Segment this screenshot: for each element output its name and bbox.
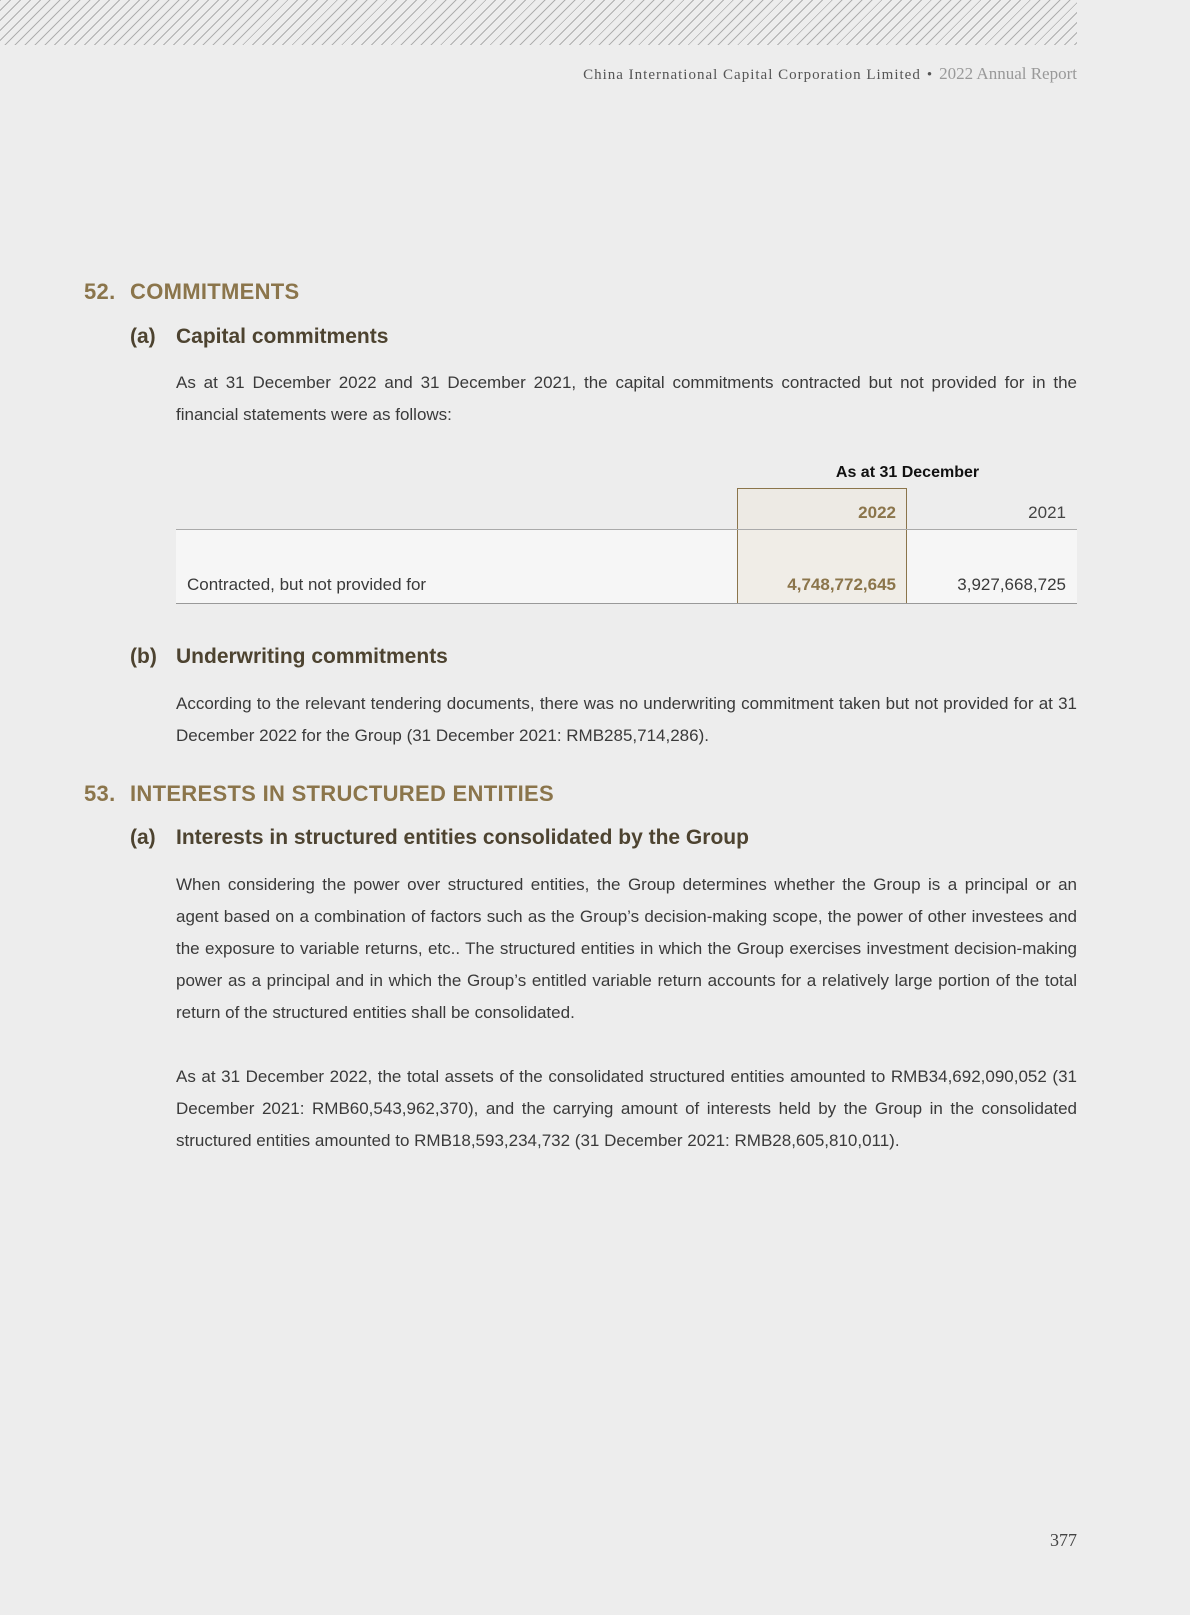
table-cell-2022: 4,748,772,645	[787, 575, 896, 594]
table-header-rule	[176, 529, 1077, 530]
subsection-letter: (a)	[130, 325, 156, 348]
subsection-title: Capital commitments	[176, 325, 389, 348]
section-number: 53.	[84, 781, 116, 806]
section-heading-52	[84, 279, 300, 305]
table-bottom-rule	[176, 603, 1077, 604]
section-title: COMMITMENTS	[130, 279, 300, 304]
table-cell-2021: 3,927,668,725	[957, 575, 1066, 594]
section-heading-53	[84, 781, 554, 807]
column-header-2021: 2021	[1028, 503, 1066, 522]
subsection-letter: (a)	[130, 826, 156, 849]
running-header	[583, 64, 1077, 84]
capital-commitments-table	[176, 464, 1077, 604]
subsection-heading-capital-commitments	[130, 325, 388, 349]
header-hatch-band	[0, 0, 1077, 45]
subsection-heading-underwriting-commitments	[130, 645, 448, 669]
subsection-title: Interests in structured entities consolidated by the Group	[176, 826, 749, 849]
column-header-2022: 2022	[858, 503, 896, 522]
subsection-heading-consolidated-entities	[130, 826, 749, 850]
page-number: 377	[1050, 1530, 1077, 1550]
table-group-header: As at 31 December	[835, 464, 980, 481]
consolidated-assets-paragraph: As at 31 December 2022, the total assets of the consolidated structured entities amounted to RMB34,692,090,052 (31 December 2021: RMB60,543,962,370), and the carrying amount of interests held by the Group in the consolidated structured entities amounted to RMB18,593,234,732 (31 December 2021: RMB28,605,810,011).	[176, 1067, 1077, 1150]
company-name: China International Capital Corporation Limited	[583, 67, 921, 83]
report-title: 2022 Annual Report	[939, 64, 1077, 83]
table-row-label: Contracted, but not provided for	[187, 575, 427, 594]
underwriting-commitments-paragraph: According to the relevant tendering documents, there was no underwriting commitment taken but not provided for at 31 December 2022 for the Group (31 December 2021: RMB285,714,286).	[176, 694, 1077, 745]
consolidation-criteria-paragraph: When considering the power over structured entities, the Group determines whether the Group is a principal or an agent based on a combination of factors such as the Group’s decision-making scope, the power of other investees and the exposure to variable returns, etc.. The structured entities in which the Group exercises investment decision-making power as a principal and in which the Group’s entitled variable return accounts for a relatively large portion of the total return of the structured entities shall be consolidated.	[176, 875, 1077, 1022]
subsection-letter: (b)	[130, 645, 157, 668]
section-number: 52.	[84, 279, 116, 304]
subsection-title: Underwriting commitments	[176, 645, 448, 668]
section-title: INTERESTS IN STRUCTURED ENTITIES	[130, 781, 554, 806]
header-separator: •	[926, 67, 934, 83]
capital-commitments-paragraph: As at 31 December 2022 and 31 December 2021, the capital commitments contracted but not provided for in the financial statements were as follows:	[176, 373, 1077, 424]
